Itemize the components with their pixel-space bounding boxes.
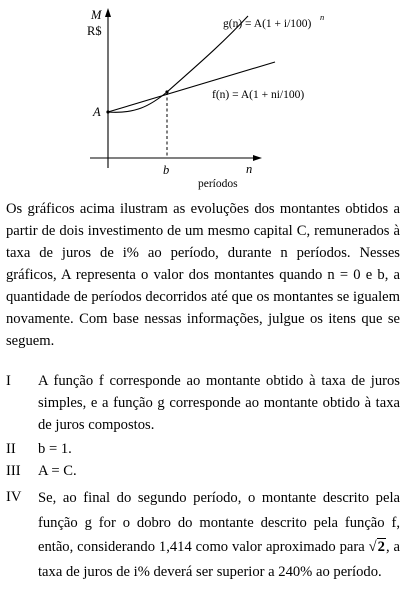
investment-graph: [0, 0, 406, 196]
statement-list: [6, 370, 400, 584]
line-f-label: f(n) = A(1 + ni/100): [212, 89, 305, 101]
item-numeral: IV: [6, 489, 22, 505]
item-numeral: III: [6, 463, 21, 479]
x-axis-arrow: [253, 155, 262, 161]
item-numeral: I: [6, 373, 11, 389]
statement-item: [6, 438, 400, 460]
intro-paragraph: Os gráficos acima ilustram as evoluções dos montantes obtidos a partir de dois investimento de um mesmo capital C, remunerados à taxa de juros de i% ao período, durante n períodos. Nesses gráficos, A representa o valor dos montantes quando n = 0 e b, a quantidade de períodos decorridos até que os montantes se igualem novamente. Com base nessas informações, julgue os itens que se seguem.: [6, 201, 400, 349]
item-text: A = C.: [38, 463, 77, 479]
x-axis-symbol: n: [246, 162, 253, 176]
y-axis-unit: R$: [87, 24, 102, 38]
item-text-container: [38, 486, 400, 584]
intersection-dot: [165, 90, 168, 93]
curve-g-label: g(n) = A(1 + i/100): [223, 18, 312, 30]
statement-item: [6, 460, 400, 482]
x-axis-label: períodos: [198, 178, 238, 190]
statement-item: [6, 486, 400, 584]
item-numeral: II: [6, 441, 16, 457]
item-text-after: , a taxa de juros de i% deverá ser superior a 240% ao período.: [38, 539, 400, 580]
point-b-label: b: [163, 163, 170, 177]
item-text: Se, ao final do segundo período, o montante descrito pela função g for o dobro do montante descrito pela função f, então, considerando 1,414 como valor aproximado para: [38, 490, 400, 555]
y-axis-arrow: [105, 8, 111, 17]
item-text: A função f corresponde ao montante obtido à taxa de juros simples, e a função g corresponde ao montante obtido à taxa de juros compostos.: [38, 373, 400, 433]
y-axis-symbol: M: [91, 8, 102, 22]
point-a-label: A: [93, 105, 101, 119]
sqrt-symbol: √2: [368, 539, 385, 555]
point-a-dot: [106, 110, 109, 113]
statement-item: [6, 370, 400, 436]
sqrt-radicand: 2: [377, 539, 385, 555]
curve-g-exponent: n: [320, 12, 325, 22]
item-text: b = 1.: [38, 441, 72, 457]
